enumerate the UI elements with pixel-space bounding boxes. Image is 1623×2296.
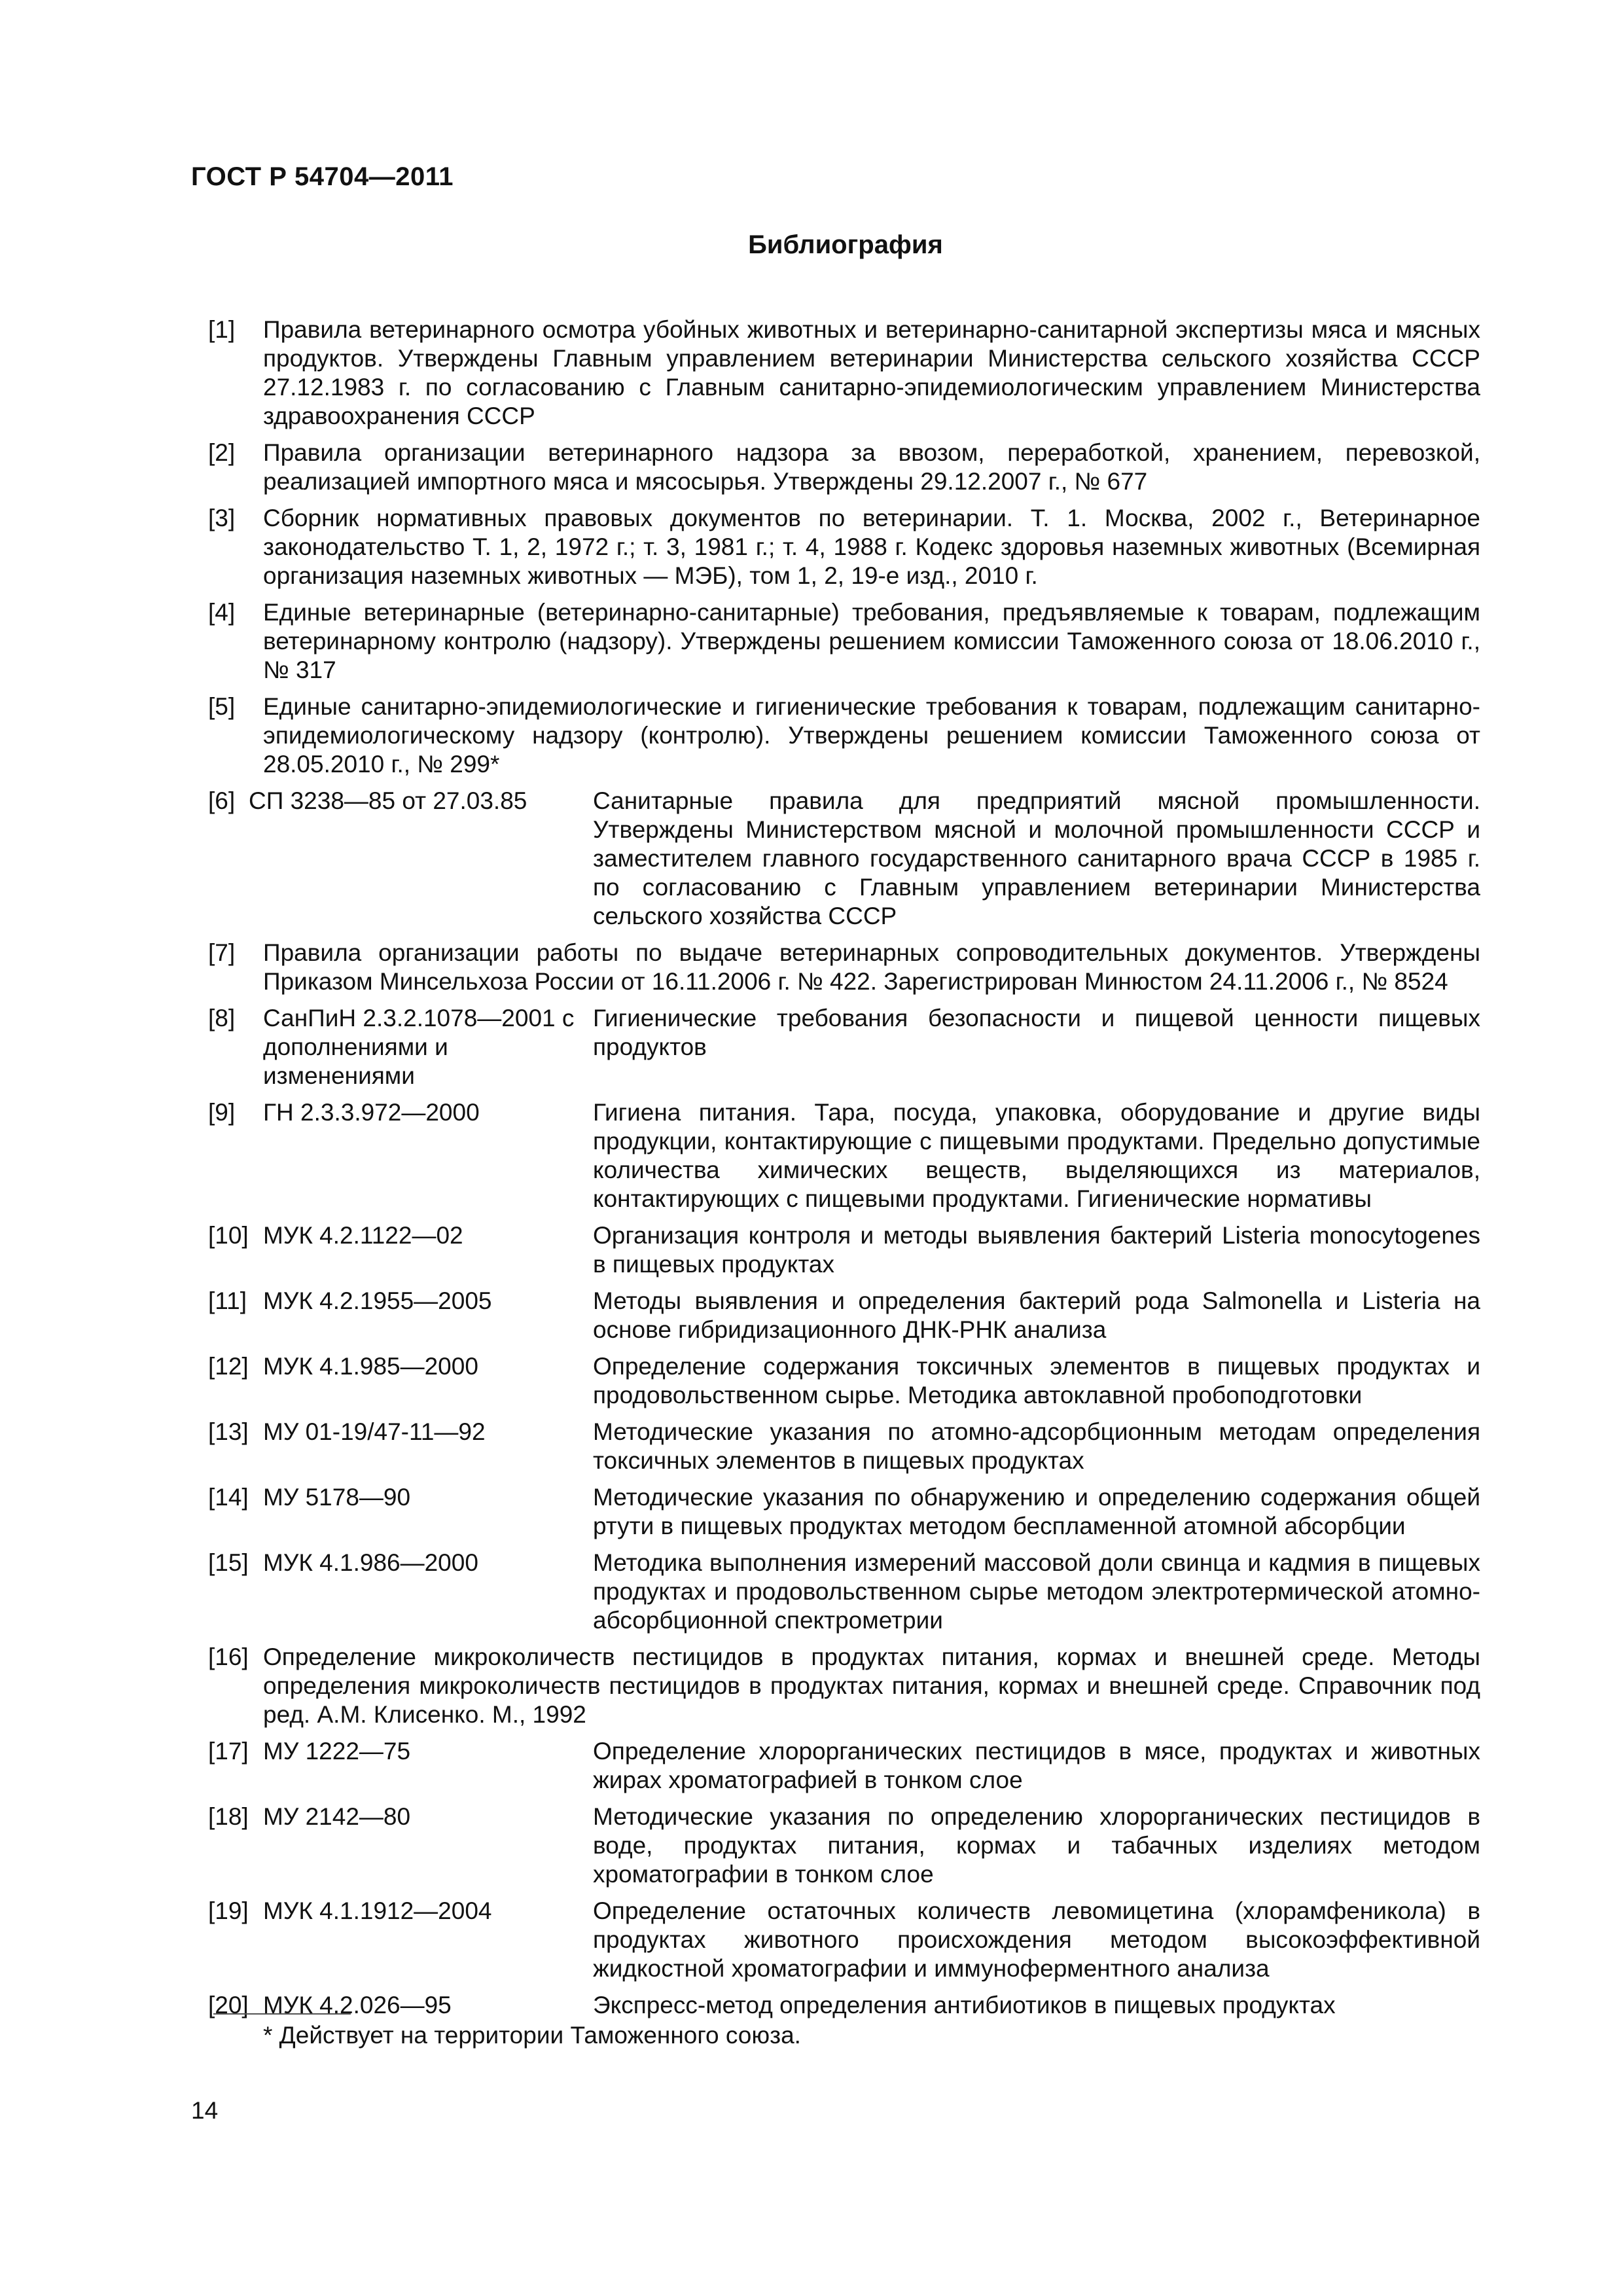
bibliography-entry <box>208 1352 1480 1410</box>
entry-description: Гигиенические требования безопасности и пищевой ценности пищевых продуктов <box>593 1005 1480 1060</box>
entry-number: [4] <box>208 599 236 626</box>
entry-number: [13] <box>208 1418 249 1445</box>
entry-number: [5] <box>208 693 236 720</box>
entry-text: Правила ветеринарного осмотра убойных животных и ветеринарно-санитарной экспертизы мяса и мясных продуктов. Утверждены Главным управлением ветеринарии Министерства сельского хозяйства СССР 27.12.1983 г. по согласованию с Главным санитарно-эпидемиологическим управлением Министерства здравоохранения СССР <box>263 316 1480 429</box>
bibliography-entry <box>208 692 1480 779</box>
entry-text: Правила организации работы по выдаче ветеринарных сопроводительных документов. Утверждены Приказом Минсельхоза России от 16.11.2006 г. № 422. Зарегистрирован Минюстом 24.11.2006 г., № 8524 <box>263 939 1480 995</box>
footnote-separator <box>213 2013 351 2015</box>
entry-description: Определение содержания токсичных элементов в пищевых продуктах и продовольственном сырье. Методика автоклавной пробоподготовки <box>593 1353 1480 1408</box>
entry-number: [7] <box>208 939 236 966</box>
bibliography-list <box>208 315 1480 2028</box>
entry-number: [1] <box>208 316 236 343</box>
entry-description: Методические указания по атомно-адсорбционным методам определения токсичных элементов в пищевых продуктах <box>593 1418 1480 1474</box>
entry-document-code: МУК 4.1.986—2000 <box>263 1549 478 1576</box>
bibliography-entry <box>208 939 1480 996</box>
page-number: 14 <box>191 2097 219 2124</box>
entry-description: Методика выполнения измерений массовой доли свинца и кадмия в пищевых продуктах и продовольственном сырье методом электротермической атомно-абсорбционной спектрометрии <box>593 1549 1480 1634</box>
entry-document-code: МУК 4.2.1122—02 <box>263 1222 463 1249</box>
entry-number: [19] <box>208 1897 249 1924</box>
bibliography-entry <box>208 1643 1480 1729</box>
entry-number: [6] <box>208 787 236 814</box>
entry-description: Определение остаточных количеств левомицетина (хлорамфеникола) в продуктах животного происхождения методом высокоэффективной жидкостной хроматографии и иммуноферментного анализа <box>593 1897 1480 1982</box>
entry-number: [15] <box>208 1549 249 1576</box>
entry-number: [9] <box>208 1099 236 1126</box>
bibliography-entry <box>208 1737 1480 1795</box>
bibliography-entry <box>208 1418 1480 1475</box>
entry-description: Методические указания по определению хлорорганических пестицидов в воде, продуктах питания, кормах и табачных изделиях методом хроматографии в тонком слое <box>593 1803 1480 1888</box>
entry-number: [8] <box>208 1005 236 1031</box>
bibliography-entry <box>208 1803 1480 1889</box>
entry-document-code: СП 3238—85 от 27.03.85 <box>249 787 527 814</box>
section-title: Библиография <box>748 230 943 259</box>
bibliography-entry <box>208 1287 1480 1344</box>
bibliography-entry <box>208 1098 1480 1213</box>
entry-text: Сборник нормативных правовых документов по ветеринарии. Т. 1. Москва, 2002 г., Ветеринарное законодательство Т. 1, 2, 1972 г.; т. 3, 1981 г.; т. 4, 1988 г. Кодекс здоровья наземных животных (Всемирная организация наземных животных — МЭБ), том 1, 2, 19-е изд., 2010 г. <box>263 505 1480 589</box>
entry-document-code: МУК 4.2.026—95 <box>263 1992 452 2018</box>
entry-description: Организация контроля и методы выявления бактерий Listeria monocytogenes в пищевых продуктах <box>593 1222 1480 1278</box>
entry-document-code: МУК 4.1.1912—2004 <box>263 1897 492 1924</box>
bibliography-entry <box>208 315 1480 431</box>
entry-document-code: ГН 2.3.3.972—2000 <box>263 1099 480 1126</box>
document-code-header: ГОСТ Р 54704—2011 <box>191 162 454 191</box>
entry-number: [14] <box>208 1484 249 1511</box>
entry-document-code: МУ 1222—75 <box>263 1738 411 1765</box>
entry-description: Методы выявления и определения бактерий рода Salmonella и Listeria на основе гибридизационного ДНК-РНК анализа <box>593 1287 1480 1343</box>
footnote: * Действует на территории Таможенного союза. <box>263 2022 801 2049</box>
entry-description: Гигиена питания. Тара, посуда, упаковка, оборудование и другие виды продукции, контактирующие с пищевыми продуктами. Предельно допустимые количества химических веществ, выделяющихся из материалов, контактирующих с пищевыми продуктами. Гигиенические нормативы <box>593 1099 1480 1212</box>
entry-number: [2] <box>208 439 236 466</box>
entry-document-code: МУ 5178—90 <box>263 1484 411 1511</box>
entry-number: [17] <box>208 1738 249 1765</box>
entry-document-code: МУК 4.1.985—2000 <box>263 1353 478 1380</box>
entry-number: [20] <box>208 1992 249 2018</box>
bibliography-entry <box>208 598 1480 685</box>
bibliography-entry <box>208 439 1480 496</box>
entry-description: Санитарные правила для предприятий мясной промышленности. Утверждены Министерством мясной и молочной промышленности СССР и заместителем главного государственного санитарного врача СССР в 1985 г. по согласованию с Главным управлением ветеринарии Министерства сельского хозяйства СССР <box>593 787 1480 929</box>
entry-text: Единые ветеринарные (ветеринарно-санитарные) требования, предъявляемые к товарам, подлежащим ветеринарному контролю (надзору). Утверждены решением комиссии Таможенного союза от 18.06.2010 г., № 317 <box>263 599 1480 683</box>
entry-number: [12] <box>208 1353 249 1380</box>
bibliography-entry <box>208 787 1480 931</box>
entry-number: [10] <box>208 1222 249 1249</box>
entry-number: [18] <box>208 1803 249 1830</box>
entry-number: [3] <box>208 505 236 531</box>
bibliography-entry <box>208 1897 1480 1983</box>
bibliography-entry <box>208 1004 1480 1090</box>
entry-description: Методические указания по обнаружению и определению содержания общей ртути в пищевых продуктах методом беспламенной атомной абсорбции <box>593 1484 1480 1539</box>
entry-text: Единые санитарно-эпидемиологические и гигиенические требования к товарам, подлежащим санитарно-эпидемиологическому надзору (контролю). Утверждены решением комиссии Таможенного союза от 28.05.2010 г., № 299* <box>263 693 1480 778</box>
entry-document-code: МУ 2142—80 <box>263 1803 411 1830</box>
bibliography-entry <box>208 1991 1480 2020</box>
bibliography-entry <box>208 1221 1480 1279</box>
bibliography-entry <box>208 504 1480 590</box>
entry-description: Экспресс-метод определения антибиотиков в пищевых продуктах <box>593 1992 1336 2018</box>
entry-number: [11] <box>208 1287 247 1314</box>
entry-text: Определение микроколичеств пестицидов в продуктах питания, кормах и внешней среде. Методы определения микроколичеств пестицидов в продуктах питания, кормах и внешней среде. Справочник под ред. А.М. Клисенко. М., 1992 <box>263 1643 1480 1728</box>
entry-description: Определение хлорорганических пестицидов в мясе, продуктах и животных жирах хроматографией в тонком слое <box>593 1738 1480 1793</box>
entry-document-code: МУК 4.2.1955—2005 <box>263 1287 492 1314</box>
entry-document-code: МУ 01-19/47-11—92 <box>263 1418 486 1445</box>
entry-number: [16] <box>208 1643 249 1670</box>
entry-text: Правила организации ветеринарного надзора за ввозом, переработкой, хранением, перевозкой, реализацией импортного мяса и мясосырья. Утверждены 29.12.2007 г., № 677 <box>263 439 1480 495</box>
entry-document-code: СанПиН 2.3.2.1078—2001 с дополнениями и изменениями <box>263 1005 575 1089</box>
bibliography-entry <box>208 1483 1480 1541</box>
bibliography-entry <box>208 1549 1480 1635</box>
